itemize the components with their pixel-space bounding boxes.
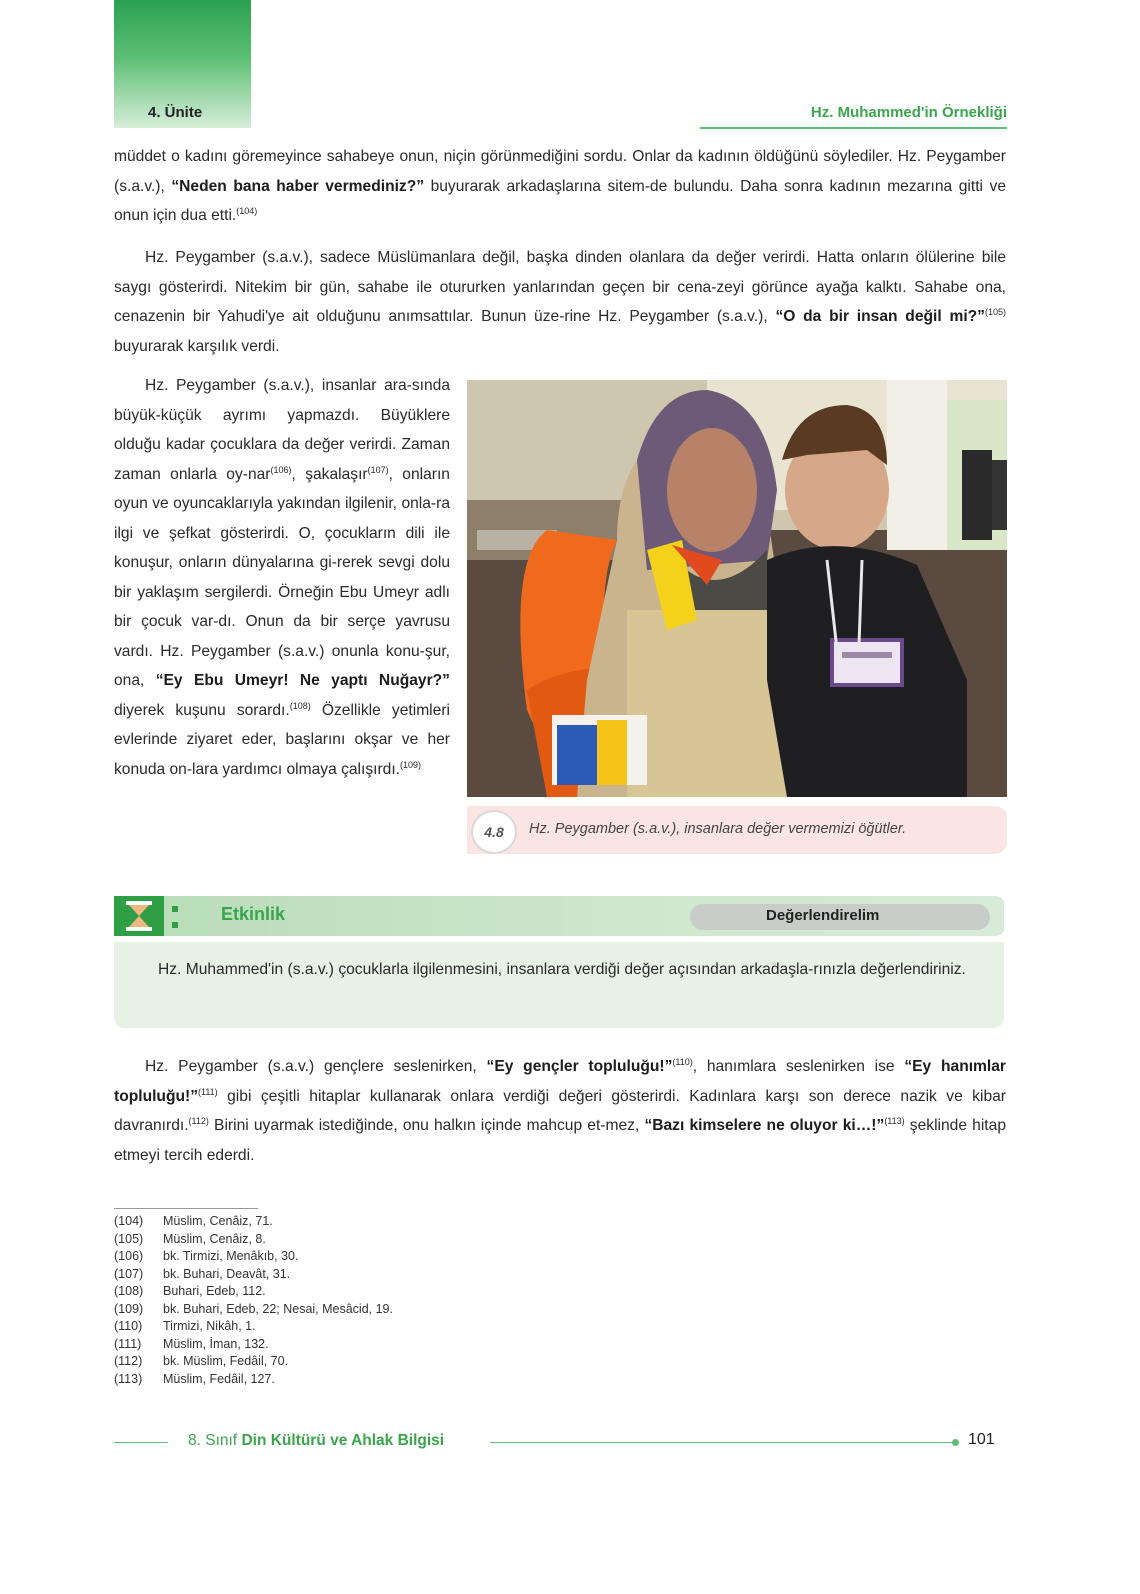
footnote-text: bk. Tirmizi, Menâkıb, 30. [163,1249,299,1263]
footnote-number: (104) [114,1214,144,1228]
footnote-item [114,1231,393,1249]
footnote-item [114,1248,393,1266]
footnote-text: Müslim, İman, 132. [163,1336,269,1351]
text: buyurarak arkadaşlarına sitem-de bulundu. Daha sonra kadının mezarına gitti ve onun için dua etti. [114,177,1006,224]
footer-grade: 8. Sınıf [188,1432,238,1449]
footnote-item [114,1283,393,1301]
footnote-item [114,1318,393,1336]
footnote-rule [114,1208,258,1209]
text: , onların oyun ve oyuncaklarıyla yakından ilgilenir, onla-ra ilgi ve şefkat gösterirdi. O, çocukların dili ile konuşur, onların dünyalarına gi-rerek sevgi dolu bir yaklaşım sergilerdi. Örneğin Ebu Umeyr adlı bir çocuk var-dı. Onun da bir serçe yavrusu vardı. Hz. Peygamber (s.a.v.) onunla konu-şur, ona, [114,465,450,689]
footnote-text: Buhari, Edeb, 112. [163,1284,266,1298]
text: Hz. Peygamber (s.a.v.), sadece Müslümanlara değil, başka dinden olanlara da değer verirdi. Hatta onların ölülerine bile saygı gösterirdi. Nitekim bir gün, sahabe ile otururken yanlarından geçen bir cena-zeyi görünce ayağa kalktı. Sahabe ona, cenazenin bir Yahudi'ye ait olduğunu anımsattılar. Bunun üze-rine Hz. Peygamber (s.a.v.), [114,249,1006,325]
footer-dot [952,1439,959,1446]
paragraph-3 [114,371,450,784]
footnote-text: bk. Buhari, Edeb, 22; Nesai, Mesâcid, 19. [163,1301,393,1316]
footnote-number: (107) [114,1266,144,1281]
quote: “Ey gençler topluluğu!” [486,1058,673,1075]
dots-icon [172,904,178,930]
footnote-number: (106) [114,1249,144,1263]
footer-book-title [188,1432,444,1450]
footer-rule-right [490,1442,952,1443]
activity-text: Hz. Muhammed'in (s.a.v.) çocuklarla ilgilenmesini, insanlara verdiği değer açısından arkadaşla-rınızla değerlendiriniz. [158,961,966,978]
page-number: 101 [968,1431,995,1448]
unit-label: 4. Ünite [148,104,203,121]
footnote-text: Müslim, Cenâiz, 8. [163,1231,266,1246]
footnote-text: bk. Müslim, Fedâil, 70. [163,1354,289,1368]
footnote-item [114,1301,393,1319]
text: Özellikle yetimleri evlerinde ziyaret eder, başlarını okşar ve her konuda on-lara yardımcı olmaya çalışırdı. [114,701,450,778]
footnote-text: Müslim, Fedâil, 127. [163,1371,275,1386]
footnote-number: (110) [114,1319,143,1333]
footnote-ref: (108) [289,700,311,711]
text: diyerek kuşunu sorardı. [114,701,290,719]
footnote-item [114,1353,393,1371]
hourglass-icon [114,896,164,936]
quote: “O da bir insan değil mi?” [775,308,985,325]
header-rule [700,127,1007,129]
footnote-ref: (104) [236,205,258,216]
footnote-ref: (112) [188,1115,209,1126]
text: Hz. Peygamber (s.a.v.), insanlar ara-sında büyük-küçük ayrımı yapmazdı. Büyüklere olduğu kadar çocuklara da değer verirdi. Zaman zaman onlarla oy-nar [114,377,450,483]
footnote-ref: (107) [367,464,389,475]
footnote-item [114,1336,393,1354]
text: buyurarak karşılık verdi. [114,337,280,355]
footnote-item [114,1213,393,1231]
quote: “Neden bana haber vermediniz?” [171,177,425,195]
footnote-number: (111) [114,1336,142,1351]
footnote-ref: (113) [884,1115,905,1126]
footnote-number: (113) [114,1371,143,1386]
footnote-number: (108) [114,1284,144,1298]
activity-tag: Değerlendirelim [766,907,880,924]
footnote-number: (112) [114,1354,143,1368]
text: Birini uyarmak istediğinde, onu halkın içinde mahcup et-mez, [208,1117,645,1134]
text: müddet o kadını göremeyince sahabeye onun, niçin görünmediğini sordu. Onlar da kadının öldüğünü söylediler. Hz. Peygamber (s.a.v.), [114,148,1006,195]
paragraph-2 [114,243,1006,361]
text: , şakalaşır [291,465,368,483]
text: şeklinde hitap etmeyi tercih ederdi. [114,1117,1006,1164]
text: gibi çeşitli hitaplar kullanarak onlara verdiği değeri gösterirdi. Kadınlara karşı son derece nazik ve kibar davranırdı. [114,1087,1006,1134]
footnote-text: Müslim, Cenâiz, 71. [163,1214,273,1228]
quote: “Bazı kimselere ne oluyor ki…!” [644,1117,885,1134]
footnote-number: (109) [114,1301,144,1316]
footnotes [114,1213,393,1388]
footnote-text: bk. Buhari, Deavât, 31. [163,1266,291,1281]
quote: “Ey hanımlar topluluğu!” [114,1058,1006,1105]
footnote-number: (105) [114,1231,144,1246]
photo-elderly-woman-and-child [467,380,1007,797]
text: , hanımlara seslenirken ise [692,1058,905,1075]
footer-rule-left [114,1442,168,1443]
paragraph-4 [114,1052,1006,1170]
figure-caption [467,806,1007,854]
footnote-item [114,1371,393,1389]
footnote-ref: (111) [198,1086,218,1097]
footnote-ref: (110) [672,1056,693,1067]
footnote-ref: (106) [270,464,292,475]
figure-number: 4.8 [471,810,517,854]
activity-box [114,942,1004,1028]
figure-caption-text: Hz. Peygamber (s.a.v.), insanlara değer vermemizi öğütler. [529,821,907,837]
footnote-ref: (105) [984,306,1006,317]
activity-title: Etkinlik [221,904,286,924]
quote: “Ey Ebu Umeyr! Ne yaptı Nuğayr?” [155,672,450,689]
footnote-item [114,1266,393,1284]
footer-book-name: Din Kültürü ve Ahlak Bilgisi [241,1432,445,1449]
chapter-title: Hz. Muhammed'in Örnekliği [810,104,1007,121]
footnote-ref: (109) [400,759,422,770]
paragraph-1 [114,142,1006,231]
footnote-text: Tirmizi, Nikâh, 1. [163,1319,256,1333]
text: Hz. Peygamber (s.a.v.) gençlere seslenirken, [145,1058,487,1075]
